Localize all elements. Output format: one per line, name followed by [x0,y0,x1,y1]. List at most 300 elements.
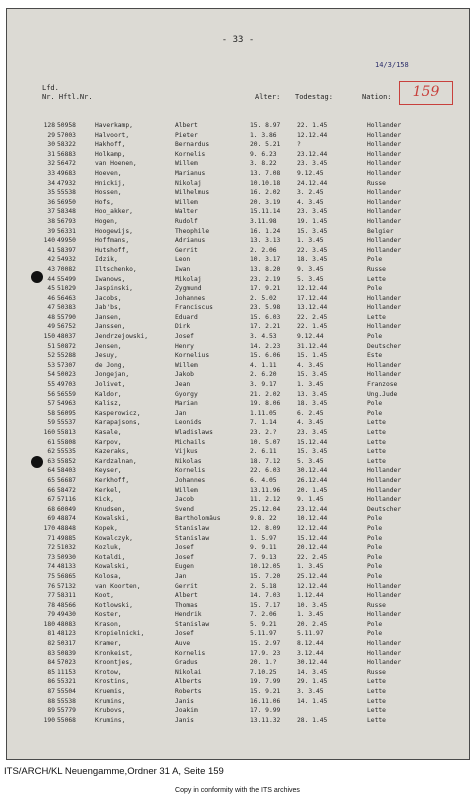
row-surname: Kroontjes, [95,659,133,667]
table-row [7,582,469,592]
row-firstname: Jan [175,409,187,417]
row-nation: Hollander [367,122,402,129]
row-lfd: 49 [47,323,55,331]
row-nation: Deutscher [367,342,402,350]
row-prisoner-number: 56559 [57,390,76,398]
row-prisoner-number: 54963 [57,400,76,408]
row-nation: Franzose [367,381,398,389]
row-surname: Jesuy, [95,352,118,360]
row-surname: Krostins, [95,678,130,686]
row-deathdate: 25.12.44 [297,572,328,580]
row-nation: Ung.Jude [367,390,398,398]
table-row [7,140,469,150]
row-birthdate: 2. 6.11 [250,448,277,456]
header-lfd: Lfd. [42,84,59,92]
row-birthdate: 17. 9.21 [250,285,281,293]
row-surname: Kowalczyk, [95,534,133,542]
row-deathdate: 12.12.44 [297,582,328,590]
row-deathdate: 15. 1.45 [297,352,328,360]
row-birthdate: 17.9. 23 [250,649,281,657]
row-nation: Belgier [367,227,394,235]
row-prisoner-number: 56095 [57,409,76,417]
row-lfd: 42 [47,256,55,264]
row-surname: Jensen, [95,342,122,350]
row-deathdate: 18. 3.45 [297,256,328,264]
row-birthdate: 23. 5.98 [250,304,281,312]
row-surname: Kozluk, [95,544,122,552]
row-surname: Iltschenko, [95,265,137,273]
row-deathdate: ? [297,141,301,149]
table-row [7,390,469,400]
row-prisoner-number: 58311 [57,592,76,600]
row-nation: Hollander [367,208,402,216]
row-firstname: Gerrit [175,246,198,254]
row-lfd: 73 [47,553,55,561]
table-row [7,159,469,169]
row-birthdate: 20. 3.19 [250,198,281,206]
row-birthdate: 19. 8.06 [250,400,281,408]
row-birthdate: 23. 2.? [250,429,277,436]
table-row [7,466,469,476]
row-firstname: Josef [175,333,194,341]
row-lfd: 89 [47,707,55,715]
row-birthdate: 18. 7.12 [250,457,281,465]
row-surname: van Hoenen, [95,160,137,168]
row-surname: Hakhoff, [95,141,126,149]
table-row [7,265,469,275]
row-birthdate: 13. 3.13 [250,237,281,245]
row-prisoner-number: 50872 [57,342,76,350]
row-prisoner-number: 60049 [57,505,76,513]
row-lfd: 34 [47,179,55,187]
row-nation: Hollander [367,592,402,600]
row-prisoner-number: 48133 [57,563,76,571]
row-nation: Russe [367,668,386,676]
row-deathdate: 15.12.44 [297,438,328,446]
row-lfd: 63 [47,457,55,465]
row-birthdate: 14. 2.23 [250,342,281,350]
table-row [7,639,469,649]
row-firstname: Hendrik [175,611,202,619]
row-firstname: Gerrit [175,582,198,590]
row-prisoner-number: 56883 [57,150,76,158]
row-deathdate: 23. 3.45 [297,160,328,168]
header-alter: Alter: [255,93,281,101]
row-lfd: 64 [47,467,55,475]
row-nation: Hollander [367,467,402,475]
row-prisoner-number: 49703 [57,381,76,389]
table-row [7,179,469,189]
row-firstname: Bernardus [175,141,210,149]
row-nation: Hollander [367,304,402,312]
row-nation: Lette [367,448,386,456]
table-row [7,524,469,534]
row-surname: Kropielnicki, [95,630,145,638]
header-nr-hftl: Nr. Hftl.Nr. [42,93,93,101]
row-surname: Kardzalnan, [95,457,137,465]
row-firstname: Marian [175,400,198,408]
row-nation: Russe [367,179,386,187]
row-nation: Hollander [367,169,402,177]
row-surname: Kopek, [95,524,118,532]
table-row [7,476,469,486]
row-birthdate: 20. 1.? [250,659,277,667]
row-surname: Jolivet, [95,381,126,389]
row-nation: Lette [367,438,386,446]
row-nation: Russe [367,601,386,609]
row-firstname: Mikolaj [175,275,202,283]
row-deathdate: 22. 3.45 [297,246,328,254]
row-birthdate: 23. 2.19 [250,275,281,283]
row-surname: Hoo_akker, [95,208,133,216]
row-firstname: Vijkus [175,448,198,456]
row-firstname: Eugen [175,563,194,571]
row-lfd: 83 [47,649,55,657]
row-deathdate: 18. 3.45 [297,400,328,408]
row-surname: Kotlowski, [95,601,133,609]
row-deathdate: 8.12.44 [297,640,324,648]
table-row [7,418,469,428]
page-number: - 33 - [221,35,255,45]
table-row [7,303,469,313]
row-firstname: Wladislaws [175,429,213,436]
row-birthdate: 15. 8.97 [250,122,281,129]
row-surname: Krason, [95,620,122,628]
table-row [7,275,469,285]
row-surname: Halvoort, [95,131,130,139]
row-surname: Jab'bs, [95,304,122,312]
row-firstname: Janis [175,716,194,724]
archive-reference: ITS/ARCH/KL Neuengamme,Ordner 31 A, Seite 159 [4,766,224,777]
table-row [7,668,469,678]
row-prisoner-number: 50958 [57,122,76,129]
row-deathdate: 22. 1.45 [297,122,328,129]
row-surname: Kolosa, [95,572,122,580]
row-deathdate: 15. 3.45 [297,227,328,235]
row-deathdate: 17.12.44 [297,294,328,302]
row-prisoner-number: 55790 [57,313,76,321]
row-birthdate: 5. 9.21 [250,620,277,628]
row-surname: Kasperowicz, [95,409,141,417]
header-todestag: Todestag: [295,93,333,101]
row-deathdate: 4. 3.45 [297,361,324,369]
row-surname: Karpov, [95,438,122,446]
row-lfd: 88 [47,697,55,705]
row-firstname: Jacob [175,496,194,504]
row-lfd: 67 [47,496,55,504]
row-deathdate: 20.12.44 [297,544,328,552]
row-birthdate: 3. 4.53 [250,333,277,341]
row-deathdate: 26.12.44 [297,476,328,484]
row-nation: Hollander [367,131,402,139]
table-row [7,514,469,524]
row-lfd: 78 [47,601,55,609]
row-firstname: Marianus [175,169,206,177]
row-birthdate: 3. 9.17 [250,381,277,389]
row-firstname: Joakim [175,707,198,715]
row-deathdate: 15.12.44 [297,534,328,542]
row-nation: Hollander [367,189,402,197]
row-surname: Hossen, [95,189,122,197]
row-deathdate: 5. 3.45 [297,275,324,283]
row-birthdate: 3. 8.22 [250,160,277,168]
row-birthdate: 10.12.05 [250,563,281,571]
row-deathdate: 10. 3.45 [297,601,328,609]
row-firstname: Willem [175,160,198,168]
row-deathdate: 9.12.44 [297,333,324,341]
table-row [7,562,469,572]
row-surname: Haverkamp, [95,122,133,129]
row-deathdate: 1. 3.45 [297,381,324,389]
table-row [7,294,469,304]
row-firstname: Willem [175,361,198,369]
row-birthdate: 19. 7.99 [250,678,281,686]
row-lfd: 31 [47,150,55,158]
row-prisoner-number: 47932 [57,179,76,187]
row-lfd: 68 [47,505,55,513]
row-prisoner-number: 49885 [57,534,76,542]
row-surname: Kick, [95,496,114,504]
row-lfd: 47 [47,304,55,312]
row-firstname: Johannes [175,294,206,302]
row-prisoner-number: 50023 [57,371,76,379]
table-row [7,227,469,237]
row-nation: Hollander [367,198,402,206]
row-lfd: 128 [43,122,55,129]
row-nation: Pole [367,572,383,580]
row-nation: Pole [367,256,383,264]
row-firstname: Dirk [175,323,191,331]
row-deathdate: 15. 3.45 [297,448,328,456]
table-row [7,428,469,438]
row-birthdate: 9. 9.11 [250,544,277,552]
row-birthdate: 1. 5.97 [250,534,277,542]
row-prisoner-number: 55779 [57,707,76,715]
table-row [7,332,469,342]
row-lfd: 52 [47,352,55,360]
row-surname: Jacobs, [95,294,122,302]
row-nation: Deutscher [367,505,402,513]
row-birthdate: 17. 9.99 [250,707,281,715]
row-firstname: Jan [175,572,187,580]
document-sheet [6,8,470,760]
row-deathdate: 6. 2.45 [297,409,324,417]
row-deathdate: 20. 2.45 [297,620,328,628]
row-deathdate: 31.12.44 [297,342,328,350]
row-lfd: 77 [47,592,55,600]
row-surname: Krumins, [95,716,126,724]
table-row [7,198,469,208]
row-lfd: 58 [47,409,55,417]
row-birthdate: 15. 2.97 [250,640,281,648]
table-row [7,610,469,620]
row-surname: Kramer, [95,640,122,648]
row-lfd: 53 [47,361,55,369]
row-lfd: 43 [47,265,55,273]
row-lfd: 71 [47,534,55,542]
row-firstname: Zygmund [175,285,202,293]
row-birthdate: 2. 6.20 [250,371,277,379]
row-birthdate: 15. 7.20 [250,572,281,580]
row-firstname: Rudolf [175,217,198,225]
row-lfd: 140 [43,237,55,245]
table-row [7,150,469,160]
row-birthdate: 15. 6.06 [250,352,281,360]
row-deathdate: 23. 3.45 [297,429,328,436]
row-birthdate: 9.8. 22 [250,515,277,523]
row-lfd: 45 [47,285,55,293]
row-deathdate: 1. 3.45 [297,237,324,245]
row-prisoner-number: 50383 [57,304,76,312]
table-row [7,351,469,361]
row-firstname: Walter [175,208,198,216]
row-nation: Hollander [367,217,402,225]
row-firstname: Albert [175,592,198,600]
row-birthdate: 25.12.04 [250,505,281,513]
row-lfd: 87 [47,688,55,696]
row-prisoner-number: 48848 [57,524,76,532]
row-nation: Hollander [367,371,402,379]
row-prisoner-number: 51029 [57,285,76,293]
row-lfd: 72 [47,544,55,552]
row-prisoner-number: 50317 [57,640,76,648]
row-nation: Pole [367,563,383,571]
row-deathdate: 20. 1.45 [297,486,328,494]
handwritten-date: 14/3/158 [375,61,409,69]
table-row [7,284,469,294]
row-birthdate: 10. 5.07 [250,438,281,446]
table-row [7,255,469,265]
row-lfd: 54 [47,371,55,379]
row-lfd: 150 [43,333,55,341]
row-nation: Hollander [367,237,402,245]
row-lfd: 48 [47,313,55,321]
table-row [7,658,469,668]
row-deathdate: 14. 1.45 [297,697,328,705]
table-row [7,399,469,409]
row-firstname: Jean [175,381,191,389]
row-nation: Lette [367,688,386,696]
page-stamp-box: 159 [399,81,453,105]
row-prisoner-number: 56793 [57,217,76,225]
row-lfd: 51 [47,342,55,350]
row-firstname: Nikolai [175,668,202,676]
row-nation: Pole [367,620,383,628]
table-row [7,313,469,323]
row-deathdate: 22. 2.45 [297,313,328,321]
row-birthdate: 13.11.32 [250,716,281,724]
table-row [7,409,469,419]
row-firstname: Iwan [175,265,191,273]
row-lfd: 86 [47,678,55,686]
row-lfd: 69 [47,515,55,523]
row-lfd: 190 [43,716,55,724]
row-birthdate: 12. 8.09 [250,524,281,532]
row-nation: Hollander [367,640,402,648]
row-birthdate: 13. 7.08 [250,169,281,177]
row-surname: Jongejan, [95,371,130,379]
row-lfd: 81 [47,630,55,638]
table-row [7,217,469,227]
row-deathdate: 30.12.44 [297,659,328,667]
row-firstname: Josef [175,553,194,561]
row-deathdate: 3.12.44 [297,649,324,657]
row-lfd: 57 [47,400,55,408]
row-nation: Hollander [367,611,402,619]
row-prisoner-number: 55288 [57,352,76,360]
row-nation: Pole [367,333,383,341]
row-nation: Lette [367,313,386,321]
row-prisoner-number: 55537 [57,419,76,427]
row-surname: van Koorten, [95,582,141,590]
row-birthdate: 17. 2.21 [250,323,281,331]
row-surname: Kowalski, [95,563,130,571]
row-firstname: Wilhelmus [175,189,210,197]
row-deathdate: 14. 3.45 [297,668,328,676]
row-deathdate: 28. 1.45 [297,716,328,724]
row-surname: Holkamp, [95,150,126,158]
row-lfd: 41 [47,246,55,254]
row-deathdate: 3. 3.45 [297,688,324,696]
row-lfd: 44 [47,275,55,283]
row-lfd: 39 [47,227,55,235]
row-prisoner-number: 57003 [57,131,76,139]
row-lfd: 55 [47,381,55,389]
row-prisoner-number: 48037 [57,333,76,341]
row-birthdate: 15. 7.17 [250,601,281,609]
row-deathdate: 12.12.44 [297,524,328,532]
row-birthdate: 13.11.96 [250,486,281,494]
row-nation: Hollander [367,582,402,590]
row-birthdate: 22. 6.03 [250,467,281,475]
row-birthdate: 5.11.97 [250,630,277,638]
row-lfd: 75 [47,572,55,580]
row-nation: Lette [367,419,386,427]
table-row [7,629,469,639]
row-firstname: Auve [175,640,191,648]
row-surname: Hoogewijs, [95,227,133,235]
table-row [7,207,469,217]
row-firstname: Svend [175,505,194,513]
row-prisoner-number: 56331 [57,227,76,235]
row-surname: Krotow, [95,668,122,676]
row-nation: Hollander [367,361,402,369]
row-firstname: Gradus [175,659,198,667]
row-nation: Hollander [367,141,402,149]
row-prisoner-number: 58322 [57,141,76,149]
row-nation: Lette [367,716,386,724]
row-prisoner-number: 56752 [57,323,76,331]
row-birthdate: 10. 3.17 [250,256,281,264]
row-lfd: 74 [47,563,55,571]
row-deathdate: 30.12.44 [297,467,328,475]
row-firstname: Pieter [175,131,198,139]
row-birthdate: 6. 4.05 [250,476,277,484]
row-prisoner-number: 55813 [57,429,76,436]
row-deathdate: 23.12.44 [297,150,328,158]
row-surname: Kruemis, [95,688,126,696]
row-nation: Lette [367,429,386,436]
row-prisoner-number: 56463 [57,294,76,302]
row-nation: Este [367,352,383,360]
row-firstname: Theophile [175,227,210,235]
row-firstname: Johannes [175,476,206,484]
row-surname: Kerkhoff, [95,476,130,484]
row-prisoner-number: 55535 [57,448,76,456]
row-deathdate: 5. 3.45 [297,457,324,465]
row-surname: Idzik, [95,256,118,264]
row-firstname: Kornelius [175,352,210,360]
